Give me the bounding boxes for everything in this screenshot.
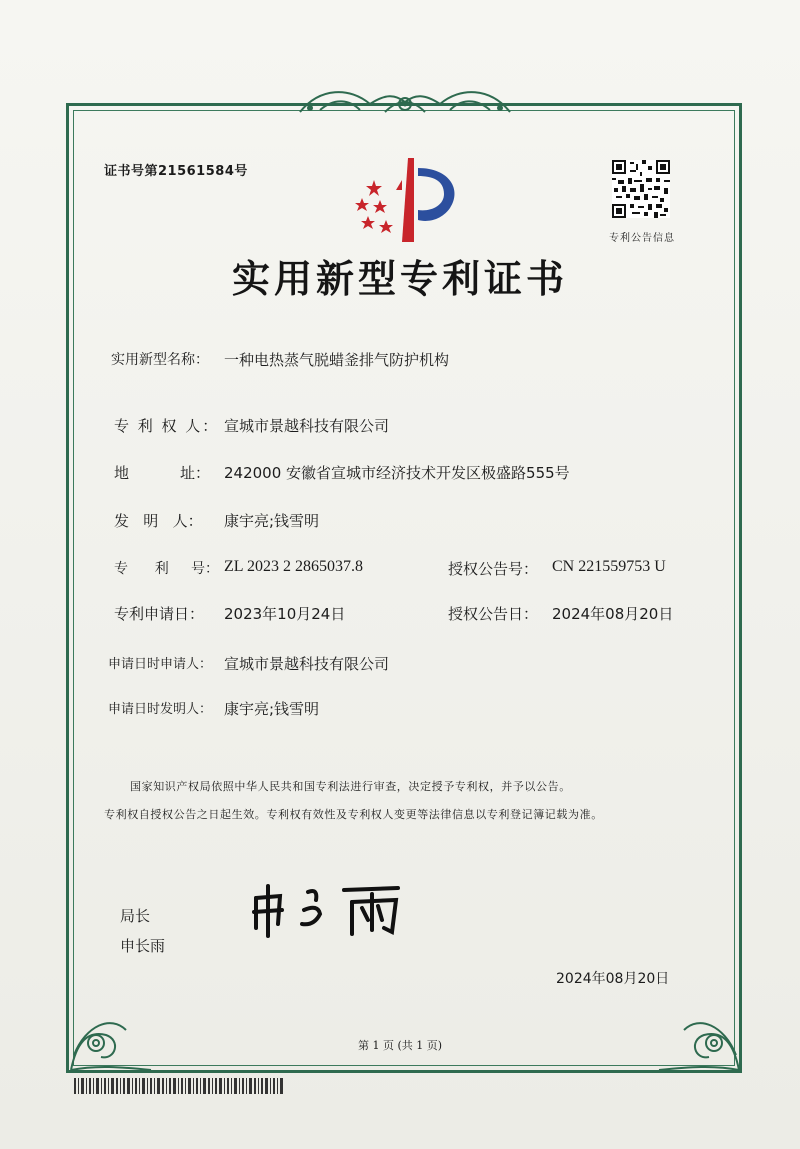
field-value-name: 一种电热蒸气脱蜡釜排气防护机构 <box>224 351 450 369</box>
field-value-patent-no: ZL 2023 2 2865037.8 <box>224 558 363 575</box>
field-label-grant-date: 授权公告日： <box>448 605 539 623</box>
field-label-patentee: 专 利 权 人： <box>114 417 220 435</box>
corner-ornament-left-icon <box>66 985 156 1075</box>
field-label-applicant-at-filing: 申请日时申请人： <box>108 657 213 672</box>
qr-label: 专利公告信息 <box>609 233 675 244</box>
corner-ornament-right-icon <box>654 985 744 1075</box>
field-value-patentee: 宣城市景越科技有限公司 <box>224 417 390 435</box>
signatory-title: 局长 <box>120 907 151 925</box>
field-label-inventor-at-filing: 申请日时发明人： <box>108 702 213 717</box>
issue-date: 2024年08月20日 <box>556 971 670 987</box>
barcode-icon <box>74 1078 284 1094</box>
signatory-name: 申长雨 <box>120 937 166 955</box>
page-number: 第 1 页 (共 1 页) <box>357 1039 443 1052</box>
field-label-inventor: 发 明 人： <box>114 512 203 530</box>
certificate-title: 实用新型专利证书 <box>231 256 568 301</box>
handwritten-signature-icon <box>248 880 418 940</box>
field-value-filing-date: 2023年10月24日 <box>224 605 346 623</box>
field-value-applicant-at-filing: 宣城市景越科技有限公司 <box>224 655 390 673</box>
field-value-address: 242000 安徽省宣城市经济技术开发区极盛路555号 <box>224 464 570 482</box>
notice-line-2: 专利权自授权公告之日起生效。专利权有效性及专利权人变更等法律信息以专利登记簿记载为准。 <box>104 808 603 821</box>
address-label-char2: 址： <box>180 464 211 482</box>
field-label-name: 实用新型名称： <box>111 352 209 368</box>
qr-code-icon[interactable] <box>612 160 670 218</box>
field-label-patent-no: 专 利 号： <box>114 561 219 577</box>
field-value-grant-no: CN 221559753 U <box>552 558 666 575</box>
field-value-grant-date: 2024年08月20日 <box>552 605 674 623</box>
certificate-number: 证书号第21561584号 <box>104 164 248 179</box>
notice-line-1: 国家知识产权局依照中华人民共和国专利法进行审查，决定授予专利权，并予以公告。 <box>130 780 571 793</box>
field-value-inventor-at-filing: 康宇亮;钱雪明 <box>224 700 320 718</box>
field-label-filing-date: 专利申请日： <box>114 605 205 623</box>
top-ornament-icon <box>290 82 520 122</box>
cnipa-logo-icon <box>340 150 470 250</box>
address-label-char1: 地 <box>114 464 130 482</box>
field-label-grant-no: 授权公告号： <box>448 560 539 578</box>
field-value-inventor: 康宇亮;钱雪明 <box>224 512 320 530</box>
